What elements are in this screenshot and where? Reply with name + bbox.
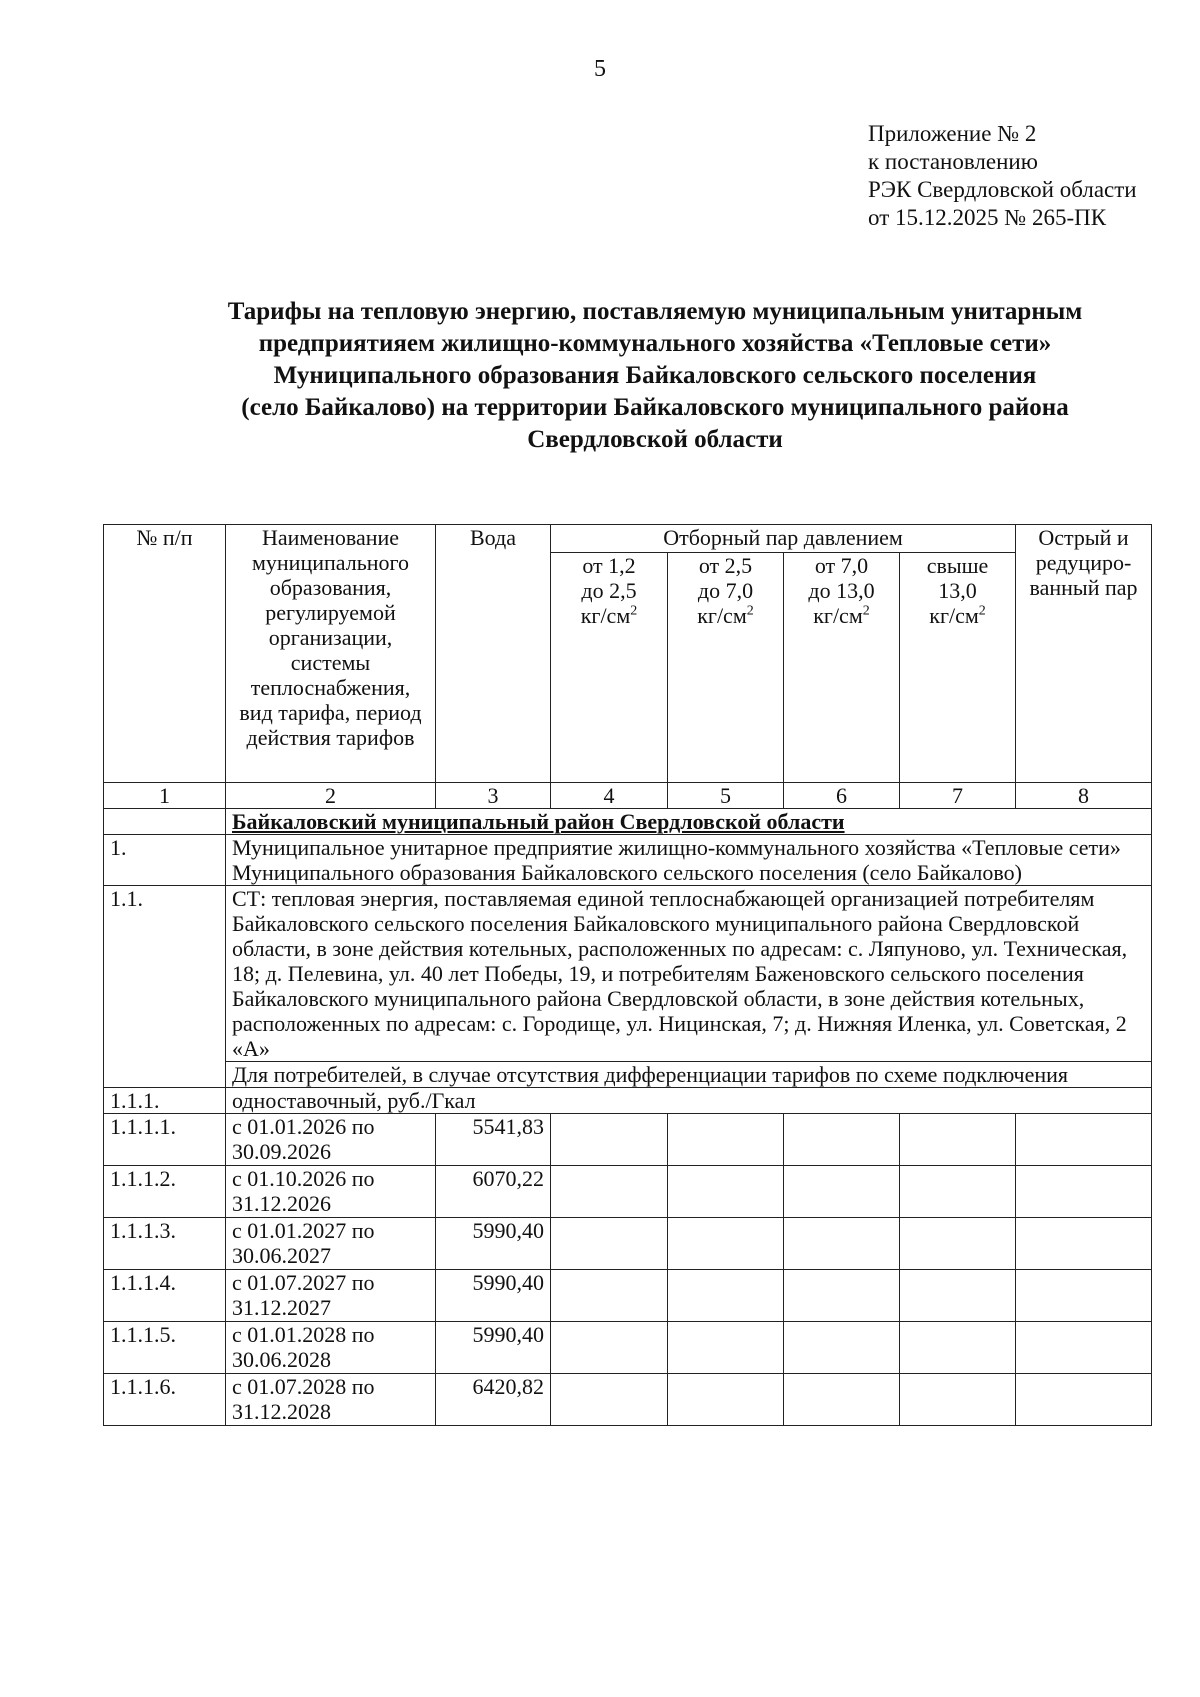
column-number: 1 xyxy=(104,783,226,809)
row-num: 1.1.1.2. xyxy=(104,1166,226,1218)
consumers-row xyxy=(104,1062,1152,1088)
title-line: Тарифы на тепловую энергию, поставляемую муниципальным унитарным xyxy=(227,298,1083,325)
title-line: (село Байкалово) на территории Байкаловского муниципального района xyxy=(241,394,1069,421)
organization-name: Муниципальное унитарное предприятие жилищно-коммунального хозяйства «Тепловые сети» Муниципального образования Байкаловского сельского поселения (село Байкалово) xyxy=(226,835,1152,886)
title-line: Свердловской области xyxy=(527,426,783,453)
table-row xyxy=(104,1218,1152,1270)
title-line: предприятияем жилищно-коммунального хозяйства «Тепловые сети» xyxy=(258,330,1052,357)
row-num: 1.1.1.3. xyxy=(104,1218,226,1270)
row-num: 1.1.1.4. xyxy=(104,1270,226,1322)
consumers-note: Для потребителей, в случае отсутствия дифференциации тарифов по схеме подключения xyxy=(226,1062,1152,1088)
column-number: 4 xyxy=(551,783,668,809)
table-row xyxy=(104,1270,1152,1322)
table-row xyxy=(104,1322,1152,1374)
region-num xyxy=(104,809,226,835)
system-row xyxy=(104,886,1152,1062)
row-water-value: 6420,82 xyxy=(436,1374,551,1426)
row-num: 1.1.1.1. xyxy=(104,1114,226,1166)
row-water-value: 6070,22 xyxy=(436,1166,551,1218)
page-number: 5 xyxy=(594,56,606,82)
row-num: 1.1.1.6. xyxy=(104,1374,226,1426)
appendix-line: от 15.12.2025 № 265-ПК xyxy=(868,205,1107,230)
row-period: с 01.01.2026 по 30.09.2026 xyxy=(226,1114,436,1166)
row-num: 1.1.1.5. xyxy=(104,1322,226,1374)
title-line: Муниципального образования Байкаловского сельского поселения xyxy=(273,362,1037,389)
row-period: с 01.07.2028 по 31.12.2028 xyxy=(226,1374,436,1426)
organization-num: 1. xyxy=(104,835,226,886)
column-number: 6 xyxy=(784,783,900,809)
tariff-type-num: 1.1.1. xyxy=(104,1088,226,1114)
tariff-type-name: одноставочный, руб./Гкал xyxy=(226,1088,1152,1114)
header-steam-group: Отборный пар давлением xyxy=(551,525,1016,553)
row-water-value: 5990,40 xyxy=(436,1322,551,1374)
document-title xyxy=(100,296,1200,456)
tariff-type-row xyxy=(104,1088,1152,1114)
header-pressure-1: от 1,2 до 2,5 $кг/см^2$ xyxy=(551,553,668,783)
row-water-value: 5541,83 xyxy=(436,1114,551,1166)
header-water: Вода xyxy=(436,525,551,783)
header-pressure-2: от 2,5 до 7,0 $кг/см^2$ xyxy=(668,553,784,783)
appendix-line: Приложение № 2 xyxy=(868,121,1037,146)
header-sharp-steam: Острый и редуциро-ванный пар xyxy=(1016,525,1152,783)
system-num: 1.1. xyxy=(104,886,226,1088)
header-pressure-3: от 7,0 до 13,0 $кг/см^2$ xyxy=(784,553,900,783)
column-number: 8 xyxy=(1016,783,1152,809)
tariff-table xyxy=(103,524,1152,1426)
column-number: 2 xyxy=(226,783,436,809)
column-number: 7 xyxy=(900,783,1016,809)
column-number: 3 xyxy=(436,783,551,809)
row-water-value: 5990,40 xyxy=(436,1270,551,1322)
header-name: Наименование муниципального образования, регулируемой организации, системы теплоснабжения, вид тарифа, период действия тарифов xyxy=(226,525,436,783)
appendix-line: к постановлению xyxy=(868,149,1038,174)
appendix-line: РЭК Свердловской области xyxy=(868,177,1137,202)
row-period: с 01.01.2027 по 30.06.2027 xyxy=(226,1218,436,1270)
column-number: 5 xyxy=(668,783,784,809)
row-water-value: 5990,40 xyxy=(436,1218,551,1270)
appendix-block xyxy=(868,120,1137,232)
organization-row xyxy=(104,835,1152,886)
column-number-row xyxy=(104,783,1152,809)
system-description: СТ: тепловая энергия, поставляемая единой теплоснабжающей организацией потребителям Байкаловского сельского поселения Байкаловского муниципального района Свердловской области, в зоне действия котельных, расположенных по адресам: с. Ляпуново, ул. Техническая, 18; д. Пелевина, ул. 40 лет Победы, 19, и потребителям Баженовского сельского поселения Байкаловского муниципального района Свердловской области, в зоне действия котельных, расположенных по адресам: с. Городище, ул. Ницинская, 7; д. Нижняя Иленка, ул. Советская, 2 «А» xyxy=(226,886,1152,1062)
table-row xyxy=(104,1114,1152,1166)
table-row xyxy=(104,1166,1152,1218)
region-name: Байкаловский муниципальный район Свердловской области xyxy=(226,809,1152,835)
row-period: с 01.07.2027 по 31.12.2027 xyxy=(226,1270,436,1322)
table-row xyxy=(104,1374,1152,1426)
region-row xyxy=(104,809,1152,835)
header-num: № п/п xyxy=(104,525,226,783)
header-pressure-4: свыше 13,0 $кг/см^2$ xyxy=(900,553,1016,783)
row-period: с 01.10.2026 по 31.12.2026 xyxy=(226,1166,436,1218)
row-period: с 01.01.2028 по 30.06.2028 xyxy=(226,1322,436,1374)
